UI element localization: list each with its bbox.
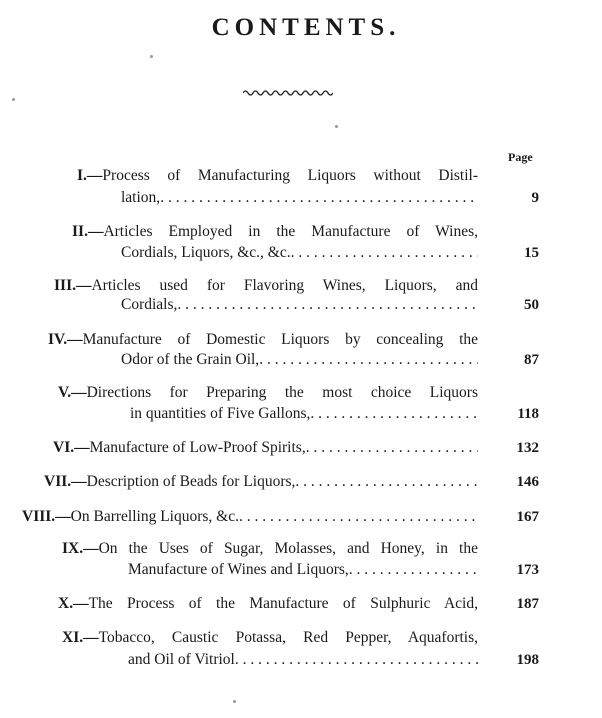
page-number: 132 xyxy=(516,440,539,456)
toc-entry-8: VIII.—On Barrelling Liquors, &c. . . . xyxy=(22,507,478,527)
toc-entry-1: I.—Process of Manufacturing Liquors without Distil- xyxy=(77,167,478,184)
toc-entry-2: II.—Articles Employed in the Manufacture of Wines, xyxy=(72,223,478,240)
toc-entry-2-cont: Cordials, Liquors, &c., &c. . . . xyxy=(121,243,478,263)
toc-entry-6: VI.—Manufacture of Low-Proof Spirits, . . . xyxy=(53,438,478,458)
ornamental-wavy-rule xyxy=(243,88,333,98)
toc-entry-10: X.—The Process of the Manufacture of Sulphuric Acid, xyxy=(58,595,478,612)
toc-entry-4-cont: Odor of the Grain Oil, . . . xyxy=(121,350,478,370)
page-number: 15 xyxy=(524,245,539,261)
toc-entry-1-cont: lation, . . . xyxy=(121,188,478,208)
toc-entry-9: IX.—On the Uses of Sugar, Molasses, and Honey, in the xyxy=(62,540,478,557)
toc-entry-11: XI.—Tobacco, Caustic Potassa, Red Pepper, Aquafortis, xyxy=(62,629,478,646)
page-number: 146 xyxy=(516,474,539,490)
toc-entry-4: IV.—Manufacture of Domestic Liquors by concealing the xyxy=(48,331,478,348)
page-number: 9 xyxy=(531,190,539,206)
page-number: 118 xyxy=(517,406,539,422)
page-column-header: Page xyxy=(508,150,533,164)
page-number: 173 xyxy=(516,562,539,578)
page-number: 198 xyxy=(516,652,539,668)
toc-entry-7: VII.—Description of Beads for Liquors, . . . xyxy=(44,472,478,492)
page-number: 87 xyxy=(524,352,539,368)
toc-entry-5-cont: in quantities of Five Gallons, . . . xyxy=(130,404,478,424)
page-title: CONTENTS. xyxy=(211,14,401,41)
toc-entry-3: III.—Articles used for Flavoring Wines, Liquors, and xyxy=(54,277,478,294)
page-number: 167 xyxy=(516,509,539,525)
toc-entry-5: V.—Directions for Preparing the most choice Liquors xyxy=(58,384,478,401)
toc-entry-11-cont: and Oil of Vitriol . . . xyxy=(128,650,478,670)
toc-entry-3-cont: Cordials, . . . xyxy=(121,295,478,315)
page-number: 50 xyxy=(524,297,539,313)
toc-entry-9-cont: Manufacture of Wines and Liquors, . . . xyxy=(128,560,478,580)
page-number: 187 xyxy=(516,596,539,612)
